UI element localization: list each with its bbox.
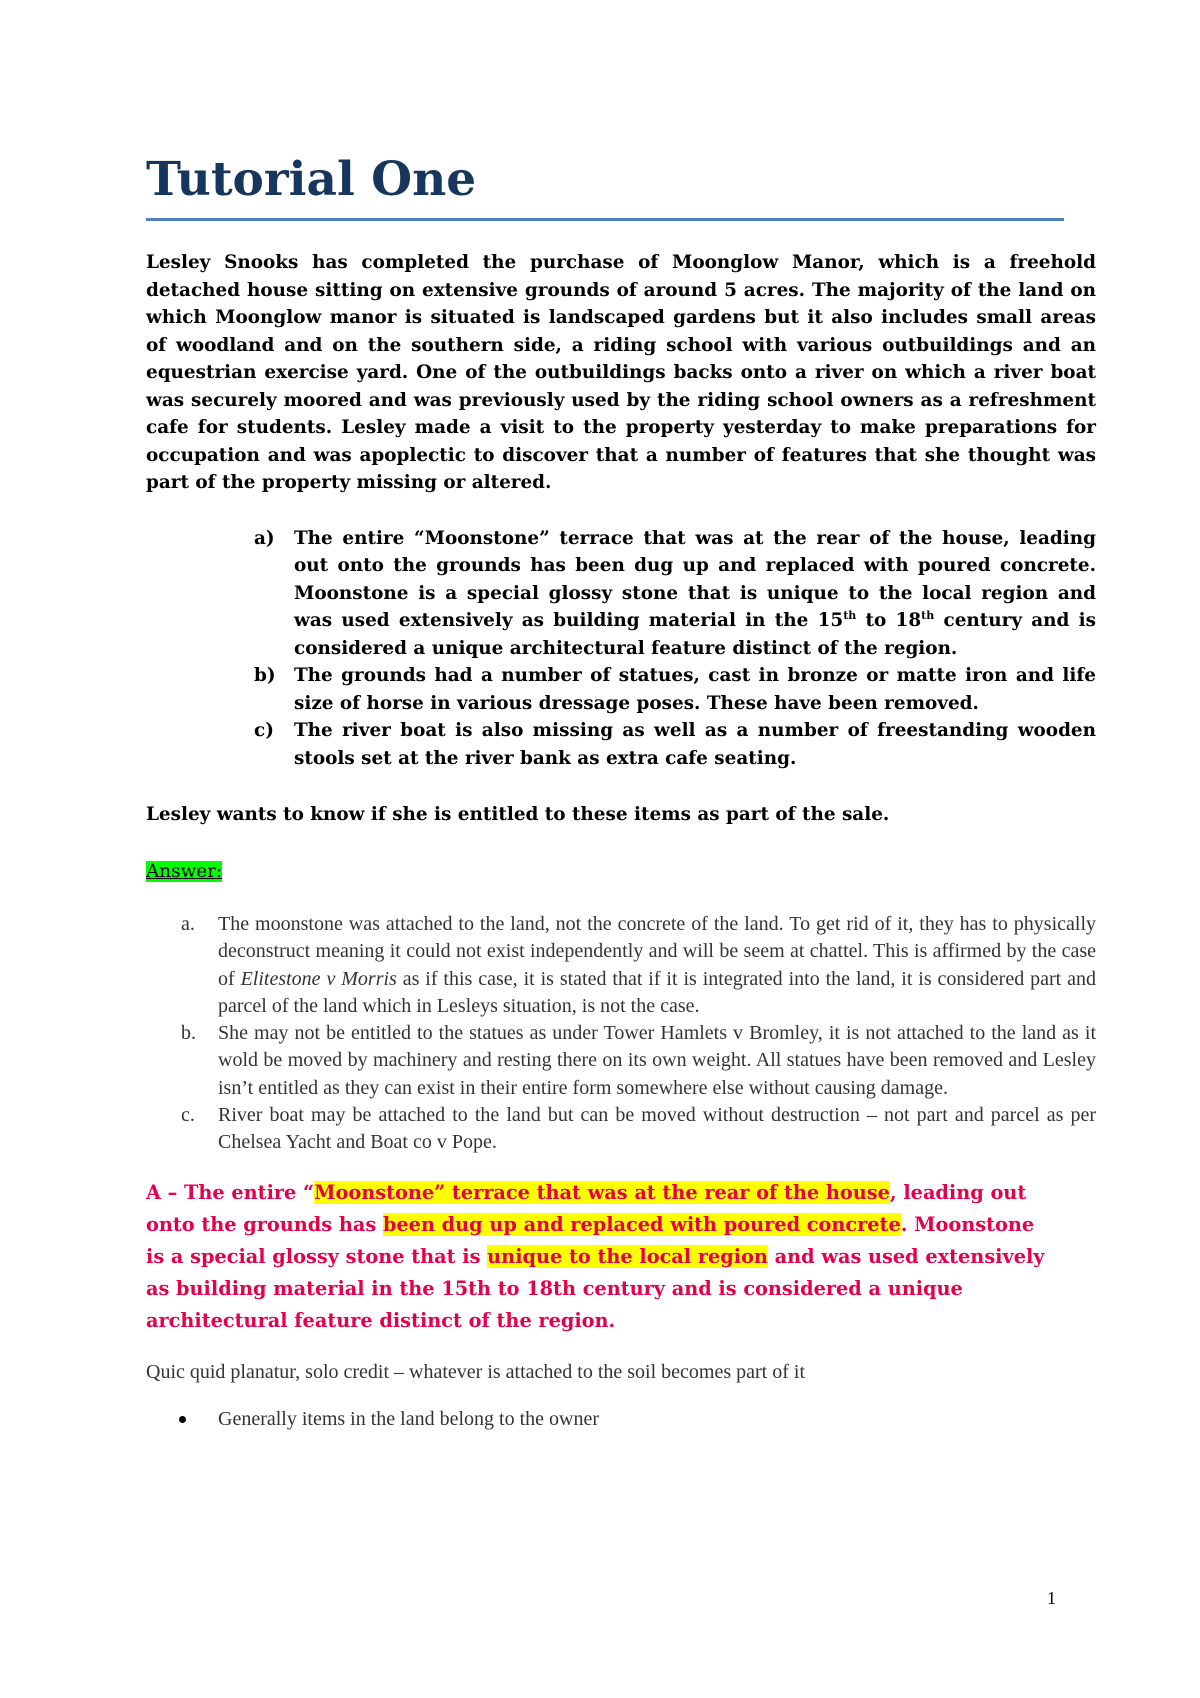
question-item	[254, 662, 1096, 717]
question-item	[254, 717, 1096, 772]
bullet-icon	[179, 1416, 186, 1423]
answer-label-text: Answer:	[146, 860, 223, 882]
answer-text: The moonstone was attached to the land, not the concrete of the land. To get rid of it, they has to physically deconstruct meaning it could not exist independently and will be seem at chattel. This is affirmed by the case of	[218, 913, 1096, 990]
list-marker: b)	[254, 665, 276, 686]
title-underline	[146, 218, 1064, 221]
note-text: . Moonstone is a special glossy stone that is	[146, 1212, 1035, 1268]
page-title: Tutorial One	[146, 152, 477, 207]
question-list	[146, 525, 1096, 773]
superscript: th	[921, 608, 935, 622]
case-name: Elitestone v Morris	[240, 967, 397, 990]
answer-list	[146, 911, 1096, 1157]
bullet-item	[218, 1406, 1096, 1433]
note-text: A – The entire “	[146, 1180, 315, 1204]
question-text: century and is considered a unique architectural feature distinct of the region.	[294, 610, 1096, 659]
maxim-line: Quic quid planatur, solo credit – whatever is attached to the soil becomes part of it	[146, 1360, 806, 1383]
question-line: Lesley wants to know if she is entitled to these items as part of the sale.	[146, 804, 890, 825]
list-marker: c.	[181, 1104, 195, 1127]
question-text: The grounds had a number of statues, cast in bronze or matte iron and life size of horse in various dressage poses. These have been removed.	[294, 665, 1096, 714]
page-content	[146, 150, 1096, 1433]
note-highlight: Moonstone” terrace that was at the rear of the house	[314, 1180, 890, 1204]
answer-text: as if this case, it is stated that if it is integrated into the land, it is considered part and parcel of the land which in Lesleys situation, is not the case.	[218, 967, 1096, 1017]
highlighted-note	[146, 1177, 1046, 1337]
answer-item	[181, 911, 1096, 1020]
list-marker: c)	[254, 720, 274, 741]
question-text: The river boat is also missing as well as a number of freestanding wooden stools set at the river bank as extra cafe seating.	[294, 720, 1096, 769]
question-text: to 18	[856, 610, 922, 631]
note-highlight: unique to the local region	[487, 1244, 768, 1268]
bullet-list	[146, 1406, 1096, 1433]
answer-text: River boat may be attached to the land but can be moved without destruction – not part and parcel as per Chelsea Yacht and Boat co v Pope.	[218, 1104, 1096, 1154]
bullet-text: Generally items in the land belong to the owner	[218, 1407, 600, 1430]
answer-text: She may not be entitled to the statues as under Tower Hamlets v Bromley, it is not attached to the land as it wold be moved by machinery and resting there on its own weight. All statues have been removed and Lesley isn’t entitled as they can exist in their entire form somewhere else without causing damage.	[218, 1022, 1096, 1099]
superscript: th	[843, 608, 857, 622]
list-marker: b.	[181, 1022, 196, 1045]
answer-label	[146, 858, 1096, 886]
question-text: The entire “Moonstone” terrace that was at the rear of the house, leading out onto the grounds has been dug up and replaced with poured concrete. Moonstone is a special glossy stone that is unique to the local region and was used extensively as building material in the 15	[294, 527, 1096, 631]
note-highlight: been dug up and replaced with poured concrete	[382, 1212, 901, 1236]
note-text: and was used extensively as building material in the 15th to 18th century and is considered a unique architectural feature distinct of the region.	[146, 1244, 1045, 1332]
answer-item	[181, 1102, 1096, 1157]
answer-item	[181, 1020, 1096, 1102]
page-number: 1	[1047, 1588, 1056, 1608]
list-marker: a)	[254, 527, 275, 549]
note-text: , leading out onto the grounds has	[146, 1180, 1027, 1236]
list-marker: a.	[181, 913, 195, 935]
scenario-paragraph: Lesley Snooks has completed the purchase of Moonglow Manor, which is a freehold detached house sitting on extensive grounds of around 5 acres. The majority of the land on which Moonglow manor is situated is landscaped gardens but it also includes small areas of woodland and on the southern side, a riding school with various outbuildings and an equestrian exercise yard. One of the outbuildings backs onto a river on which a river boat was securely moored and was previously used by the riding school owners as a refreshment cafe for students. Lesley made a visit to the property yesterday to make preparations for occupation and was apoplectic to discover that a number of features that she thought was part of the property missing or altered.	[146, 252, 1096, 493]
question-item	[254, 525, 1096, 663]
